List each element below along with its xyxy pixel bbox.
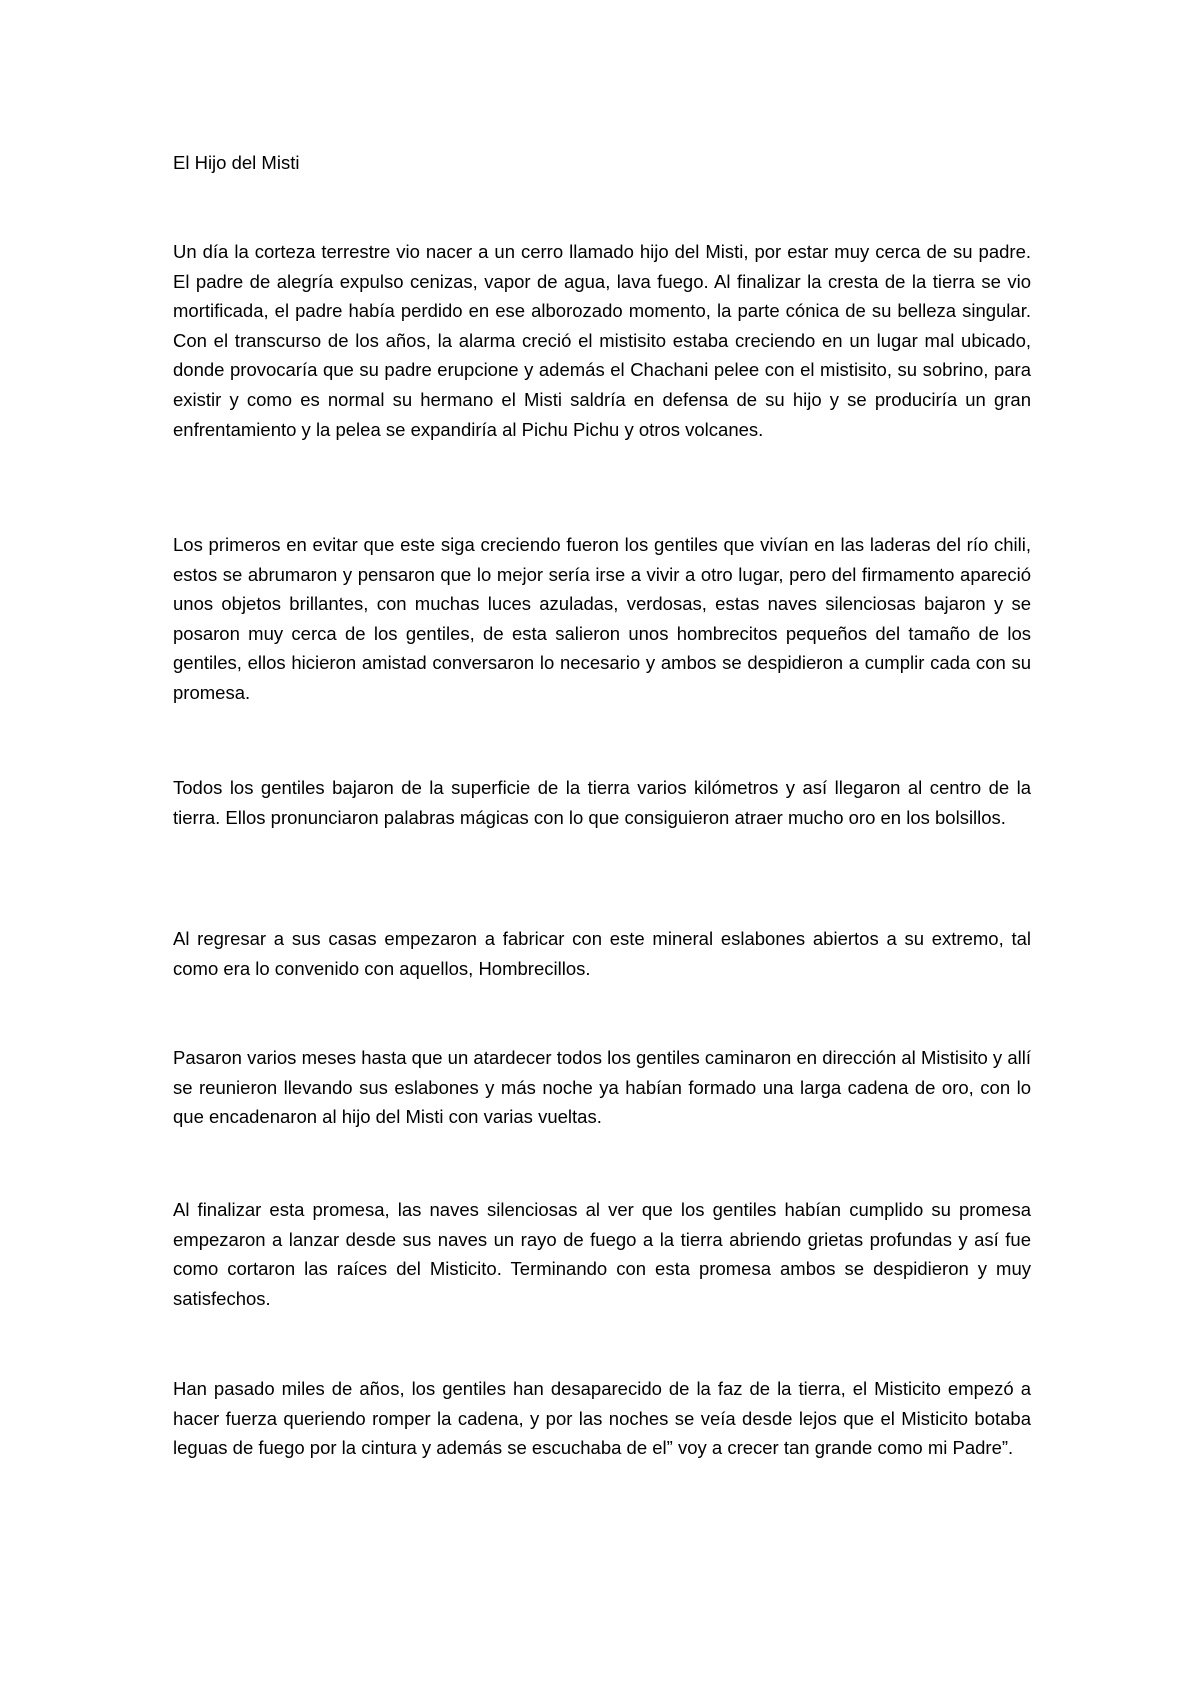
paragraph: Al regresar a sus casas empezaron a fabricar con este mineral eslabones abiertos a su extremo, tal como era lo convenido con aquellos, Hombrecillos. (173, 928, 1031, 979)
paragraph: Los primeros en evitar que este siga creciendo fueron los gentiles que vivían en las laderas del río chili, estos se abrumaron y pensaron que lo mejor sería irse a vivir a otro lugar, pero del firmamento apareció unos objetos brillantes, con muchas luces azuladas, verdosas, estas naves silenciosas bajaron y se posaron muy cerca de los gentiles, de esta salieron unos hombrecitos pequeños del tamaño de los gentiles, ellos hicieron amistad conversaron lo necesario y ambos se despidieron a cumplir cada con su promesa. (173, 534, 1031, 703)
paragraph: Un día la corteza terrestre vio nacer a un cerro llamado hijo del Misti, por estar muy cerca de su padre. El padre de alegría expulso cenizas, vapor de agua, lava fuego. Al finalizar la cresta de la tierra se vio mortificada, el padre había perdido en ese alborozado momento, la parte cónica de su belleza singular. Con el transcurso de los años, la alarma creció el mistisito estaba creciendo en un lugar mal ubicado, donde provocaría que su padre erupcione y además el Chachani pelee con el mistisito, su sobrino, para existir y como es normal su hermano el Misti saldría en defensa de su hijo y se produciría un gran enfrentamiento y la pelea se expandiría al Pichu Pichu y otros volcanes. (173, 241, 1031, 440)
paragraph: Han pasado miles de años, los gentiles han desaparecido de la faz de la tierra, el Misticito empezó a hacer fuerza queriendo romper la cadena, y por las noches se veía desde lejos que el Misticito botaba leguas de fuego por la cintura y además se escuchaba de el” voy a crecer tan grande como mi Padre”. (173, 1378, 1031, 1459)
paragraph: Todos los gentiles bajaron de la superficie de la tierra varios kilómetros y así llegaron al centro de la tierra. Ellos pronunciaron palabras mágicas con lo que consiguieron atraer mucho oro en los bolsillos. (173, 777, 1031, 828)
paragraph: Al finalizar esta promesa, las naves silenciosas al ver que los gentiles habían cumplido su promesa empezaron a lanzar desde sus naves un rayo de fuego a la tierra abriendo grietas profundas y así fue como cortaron las raíces del Misticito. Terminando con esta promesa ambos se despidieron y muy satisfechos. (173, 1199, 1031, 1309)
paragraph: Pasaron varios meses hasta que un atardecer todos los gentiles caminaron en dirección al Mistisito y allí se reunieron llevando sus eslabones y más noche ya habían formado una larga cadena de oro, con lo que encadenaron al hijo del Misti con varias vueltas. (173, 1047, 1031, 1128)
document-title: El Hijo del Misti (173, 152, 300, 173)
